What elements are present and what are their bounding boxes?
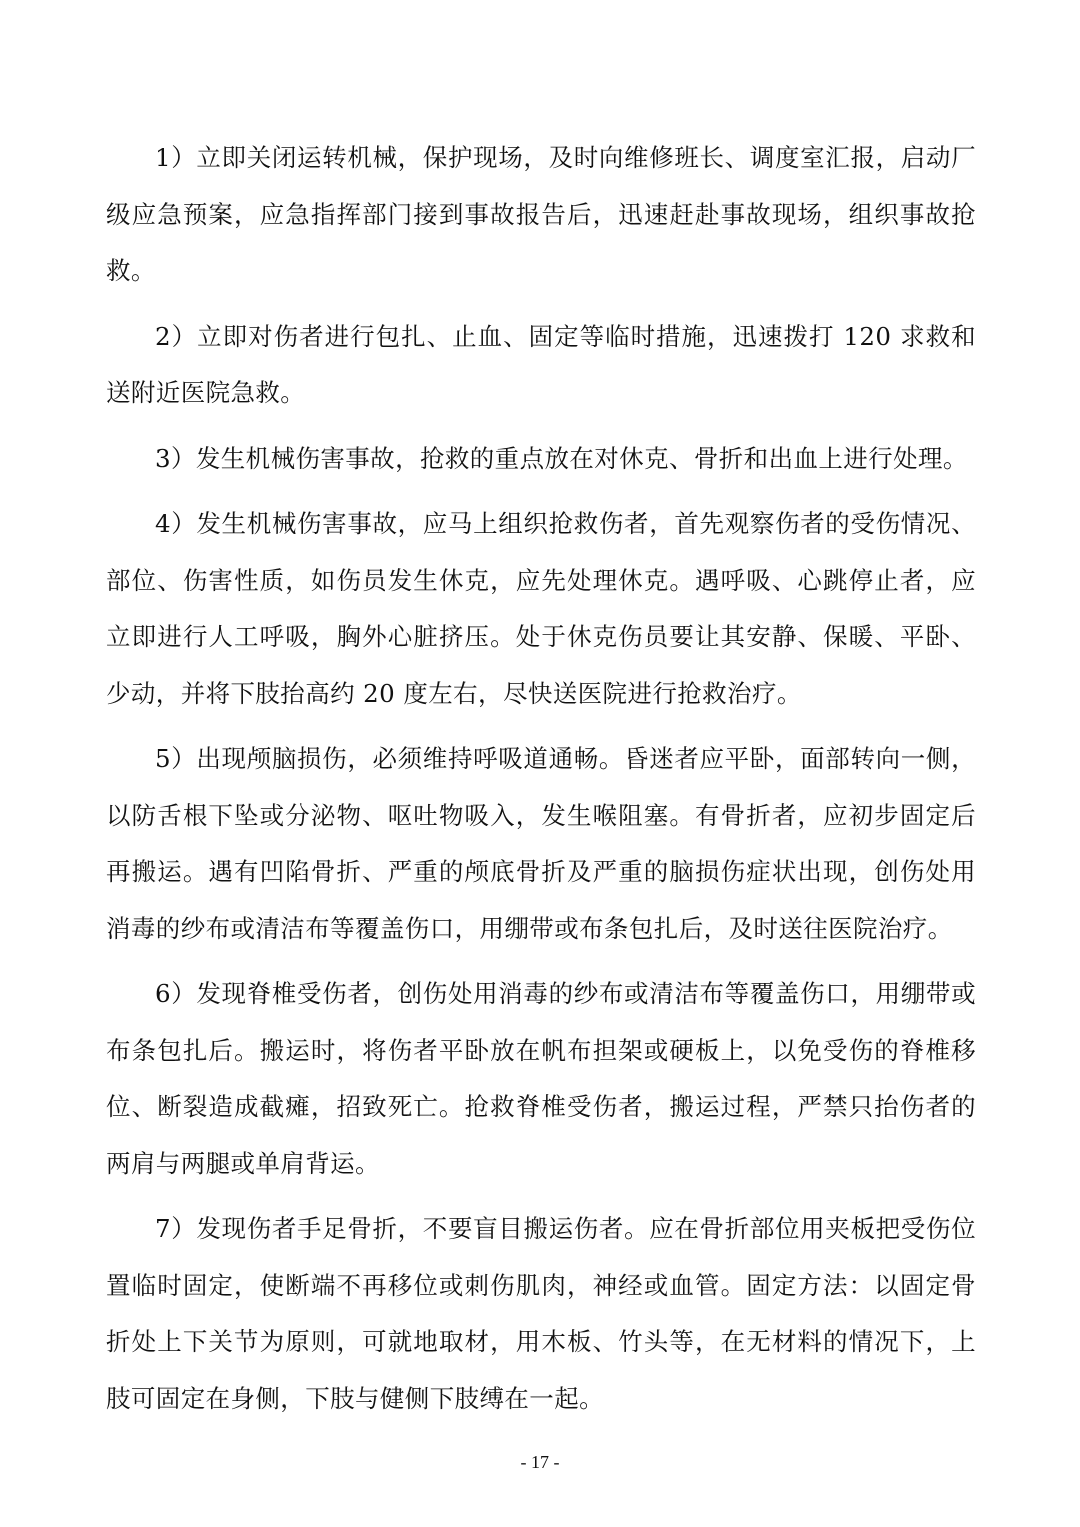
paragraph-3: 3）发生机械伤害事故，抢救的重点放在对休克、骨折和出血上进行处理。 — [155, 443, 968, 473]
document-body — [106, 130, 976, 1436]
paragraph-6: 6）发现脊椎受伤者，创伤处用消毒的纱布或清洁布等覆盖伤口，用绷带或布条包扎后。搬运时，将伤者平卧放在帆布担架或硬板上，以免受伤的脊椎移位、断裂造成截瘫，招致死亡。抢救脊椎受伤者，搬运过程，严禁只抬伤者的两肩与两腿或单肩背运。 — [106, 979, 976, 1178]
paragraph-7: 7）发现伤者手足骨折，不要盲目搬运伤者。应在骨折部位用夹板把受伤位置临时固定，使断端不再移位或刺伤肌肉，神经或血管。固定方法：以固定骨折处上下关节为原则，可就地取材，用木板、竹头等，在无材料的情况下，上肢可固定在身侧，下肢与健侧下肢缚在一起。 — [106, 1214, 976, 1413]
page-number: - 17 - — [520, 1452, 560, 1472]
paragraph-2: 2）立即对伤者进行包扎、止血、固定等临时措施，迅速拨打 120 求救和送附近医院急救。 — [106, 321, 976, 407]
paragraph-5: 5）出现颅脑损伤，必须维持呼吸道通畅。昏迷者应平卧，面部转向一侧，以防舌根下坠或分泌物、呕吐物吸入，发生喉阻塞。有骨折者，应初步固定后再搬运。遇有凹陷骨折、严重的颅底骨折及严重的脑损伤症状出现，创伤处用消毒的纱布或清洁布等覆盖伤口，用绷带或布条包扎后，及时送往医院治疗。 — [106, 744, 976, 943]
paragraph-1: 1）立即关闭运转机械，保护现场，及时向维修班长、调度室汇报，启动厂级应急预案，应急指挥部门接到事故报告后，迅速赶赴事故现场，组织事故抢救。 — [106, 143, 976, 285]
paragraph-4: 4）发生机械伤害事故，应马上组织抢救伤者，首先观察伤者的受伤情况、部位、伤害性质，如伤员发生休克，应先处理休克。遇呼吸、心跳停止者，应立即进行人工呼吸，胸外心脏挤压。处于休克伤员要让其安静、保暖、平卧、少动，并将下肢抬高约 20 度左右，尽快送医院进行抢救治疗。 — [106, 509, 976, 708]
